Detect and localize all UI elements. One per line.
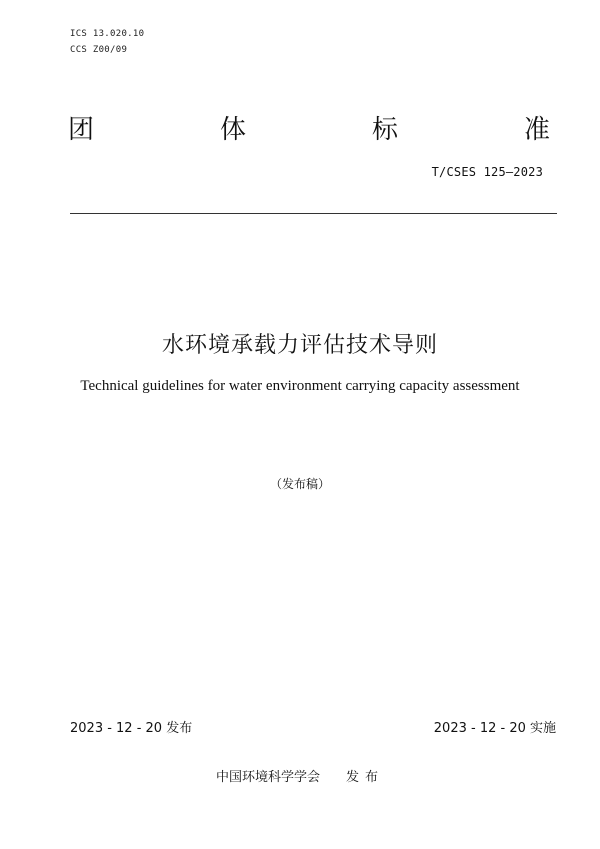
standard-type-char: 团	[68, 115, 95, 145]
publisher-name: 中国环境科学学会	[215, 770, 320, 785]
document-title-english: Technical guidelines for water environment carrying capacity assessment	[80, 378, 520, 394]
header-divider	[70, 213, 557, 214]
draft-status: （发布稿）	[269, 477, 330, 491]
publisher-action: 发布	[346, 770, 385, 785]
standard-type-char: 体	[219, 115, 246, 145]
ccs-code: CCS Z00/09	[70, 45, 128, 55]
standard-type-char: 准	[523, 115, 550, 145]
standard-number: T/CSES 125—2023	[431, 165, 543, 179]
ics-code: ICS 13.020.10	[70, 29, 145, 39]
implementation-date: 2023 - 12 - 20 实施	[433, 721, 556, 736]
document-title-chinese: 水环境承载力评估技术导则	[161, 333, 438, 358]
standard-type-char: 标	[371, 115, 398, 145]
publisher-line	[0, 766, 600, 785]
standard-type-heading	[68, 114, 550, 146]
publish-date: 2023 - 12 - 20 发布	[70, 721, 193, 736]
